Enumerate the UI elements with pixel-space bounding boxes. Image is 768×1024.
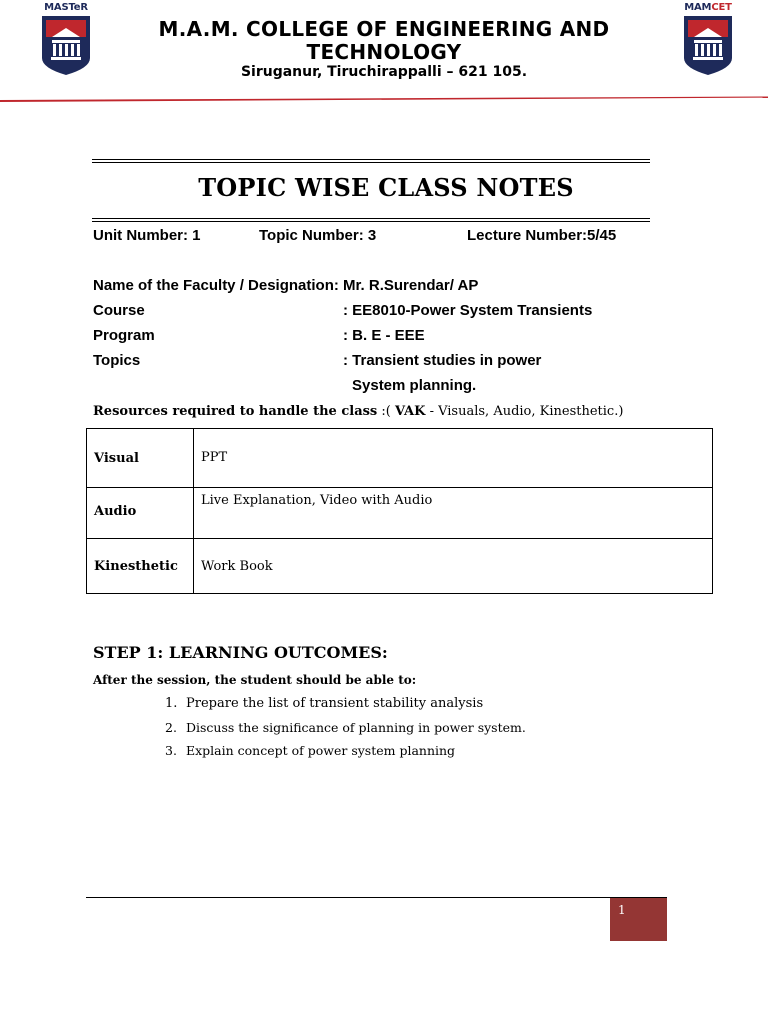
- page-number-box: [610, 898, 667, 941]
- program-label: Program: [93, 327, 155, 344]
- title-rule-top-2: [92, 162, 650, 163]
- document-title: TOPIC WISE CLASS NOTES: [198, 173, 574, 202]
- course-value: : EE8010-Power System Transients: [343, 302, 593, 319]
- vak-resource-cell: Live Explanation, Video with Audio: [194, 488, 713, 539]
- vak-resource-cell: PPT: [194, 429, 713, 488]
- list-number: 2.: [165, 720, 177, 735]
- right-logo: [678, 2, 738, 78]
- table-row: [87, 488, 713, 539]
- list-text: Prepare the list of transient stability analysis: [186, 696, 484, 711]
- page-number: 1: [618, 903, 626, 917]
- title-rule-top-1: [92, 159, 650, 160]
- list-text: Discuss the significance of planning in power system.: [186, 720, 526, 735]
- shield-icon: [40, 14, 92, 76]
- faculty-line: Name of the Faculty / Designation: Mr. R.Surendar/ AP: [93, 277, 479, 294]
- outcomes-intro: After the session, the student should be able to:: [93, 673, 417, 687]
- list-item: [165, 743, 455, 759]
- header-divider: [0, 96, 768, 106]
- resources-rest: - Visuals, Audio, Kinesthetic.): [425, 404, 624, 419]
- unit-number: Unit Number: 1: [93, 227, 201, 244]
- topics-value-cont: System planning.: [352, 377, 477, 394]
- college-address: Siruganur, Tiruchirappalli – 621 105.: [240, 64, 528, 80]
- topics-value: : Transient studies in power: [343, 352, 542, 369]
- vak-resource-cell: Work Book: [194, 539, 713, 594]
- course-label: Course: [93, 302, 145, 319]
- resources-vak: VAK: [394, 404, 426, 419]
- resources-colon: :(: [377, 404, 395, 419]
- program-value: : B. E - EEE: [343, 327, 425, 344]
- footer-rule: [86, 897, 667, 898]
- table-row: [87, 539, 713, 594]
- left-logo: [36, 2, 96, 78]
- list-item: [165, 720, 526, 736]
- college-name: M.A.M. COLLEGE OF ENGINEERING AND TECHNOLOGY: [158, 17, 610, 64]
- list-number: 1.: [165, 696, 178, 711]
- topic-number: Topic Number: 3: [259, 227, 377, 244]
- topics-label: Topics: [93, 352, 141, 369]
- title-rule-bottom-2: [92, 221, 650, 222]
- vak-table: [86, 428, 713, 594]
- list-text: Explain concept of power system planning: [186, 743, 456, 758]
- table-row: [87, 429, 713, 488]
- right-logo-text: MAMCET: [684, 2, 732, 13]
- resources-label: Resources required to handle the class: [93, 404, 378, 419]
- left-logo-text: MASTeR: [44, 2, 88, 13]
- step-heading: STEP 1: LEARNING OUTCOMES:: [93, 643, 388, 662]
- shield-icon: [682, 14, 734, 76]
- list-item: [165, 696, 483, 712]
- resources-line: [93, 403, 623, 420]
- vak-type-cell: Kinesthetic: [87, 539, 194, 594]
- title-rule-bottom-1: [92, 218, 650, 219]
- list-number: 3.: [165, 743, 177, 758]
- vak-type-cell: Visual: [87, 429, 194, 488]
- lecture-number: Lecture Number:5/45: [467, 227, 617, 244]
- vak-type-cell: Audio: [87, 488, 194, 539]
